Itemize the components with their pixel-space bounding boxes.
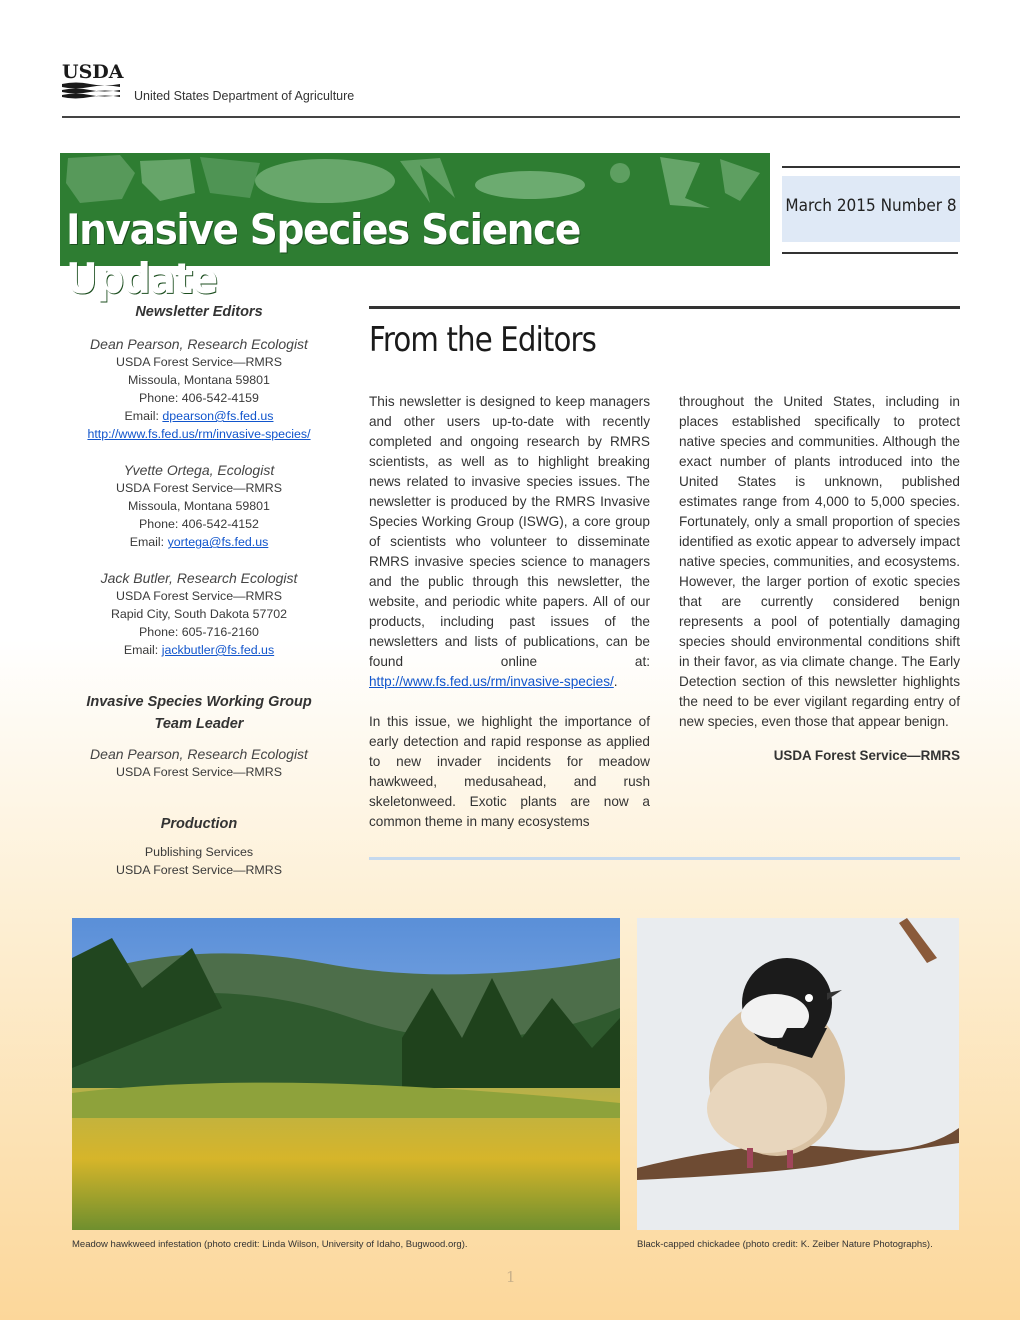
editors-heading: Newsletter Editors: [135, 304, 263, 320]
email-label: Email:: [123, 643, 162, 657]
issue-label: March 2015 Number 8: [785, 196, 957, 216]
article-title: From the Editors: [369, 320, 597, 360]
production-line: USDA Forest Service—RMRS: [116, 863, 282, 877]
editor-phone: Phone: 406-542-4152: [139, 517, 259, 531]
production-heading: Production: [160, 816, 238, 832]
editor-org: USDA Forest Service—RMRS: [116, 589, 282, 603]
meadow-hawkweed-photo: [72, 918, 620, 1230]
article-top-rule: [369, 306, 960, 309]
email-label: Email:: [129, 535, 168, 549]
editor-name: Dean Pearson, Research Ecologist: [90, 336, 308, 352]
editor-email-line: [62, 533, 336, 551]
newsletter-banner: [60, 153, 770, 303]
issue-box-top-rule: [782, 166, 960, 168]
website-link[interactable]: http://www.fs.fed.us/rm/invasive-species/: [87, 427, 311, 441]
editor-email-line: [62, 641, 336, 659]
photo-caption: Meadow hawkweed infestation (photo credit: Linda Wilson, University of Idaho, Bugwood.org).: [72, 1239, 468, 1250]
editor-city: Rapid City, South Dakota 57702: [110, 607, 288, 621]
editor-name: Yvette Ortega, Ecologist: [123, 462, 275, 478]
editor-email-line: [62, 407, 336, 425]
team-leader-name: Dean Pearson, Research Ecologist: [90, 746, 308, 762]
article-column-2: [679, 392, 960, 766]
chickadee-photo: [637, 918, 959, 1230]
editor-phone: Phone: 605-716-2160: [139, 625, 259, 639]
editor-city: Missoula, Montana 59801: [128, 499, 270, 513]
team-leader-heading: Team Leader: [154, 716, 244, 732]
editor-name: Jack Butler, Research Ecologist: [100, 570, 298, 586]
working-group-heading: Invasive Species Working Group: [86, 694, 312, 710]
paragraph-text: This newsletter is designed to keep managers and other users up-to-date with recently completed and ongoing research by RMRS scientists, as well as to highlight breaking news related to invasive species issues. The newsletter is produced by the RMRS Invasive Species Working Group (ISWG), a core group of scientists who volunteer to disseminate RMRS invasive species science to managers and the public through this newsletter, the website, and periodic white papers. All of our products, including past issues of the newsletters and lists of publications, can be found online at:: [369, 394, 650, 669]
sidebar: [62, 303, 336, 879]
article-column-1: [369, 392, 650, 832]
editor-email-link[interactable]: jackbutler@fs.fed.us: [161, 643, 275, 657]
paragraph-end: .: [613, 674, 618, 689]
editor-email-link[interactable]: dpearson@fs.fed.us: [162, 409, 274, 423]
photo-caption: Black-capped chickadee (photo credit: K. Zeiber Nature Photographs).: [637, 1239, 933, 1250]
paragraph-text-continued: throughout the United States, including in places established specifically to protect native species and communities. Although the exact number of plants introduced into the United States is unknown, published estimates range from 4,000 to 5,000 species. Fortunately, only a small proportion of species identified as exotic appear to adversely impact native species, communities, and ecosystems. However, the larger portion of exotic species that are currently considered benign represents a pool of potentially damaging species should environmental conditions shift in their favor, as via climate change. The Early Detection section of this newsletter highlights the need to be ever vigilant regarding entry of new species, even those that appear benign.: [679, 394, 960, 729]
issue-box-bottom-rule: [782, 252, 958, 254]
editor-phone: Phone: 406-542-4159: [139, 391, 259, 405]
usda-logo-text: USDA: [62, 61, 124, 83]
production-line: Publishing Services: [144, 845, 254, 859]
article-paragraph-2-continued: [679, 392, 960, 732]
invasive-species-link[interactable]: http://www.fs.fed.us/rm/invasive-species/: [369, 674, 614, 689]
article-signature: USDA Forest Service—RMRS: [773, 748, 960, 763]
banner-title: Invasive Species Science Update: [66, 205, 580, 303]
usda-logo: [62, 60, 124, 100]
page-number: 1: [506, 1268, 516, 1286]
article-bottom-rule: [369, 857, 960, 860]
editor-email-link[interactable]: yortega@fs.fed.us: [167, 535, 269, 549]
article-paragraph-1: [369, 392, 650, 692]
header-divider: [62, 116, 960, 118]
article-paragraph-2: [369, 712, 650, 832]
team-leader-org: USDA Forest Service—RMRS: [116, 765, 282, 779]
email-label: Email:: [124, 409, 163, 423]
editor-org: USDA Forest Service—RMRS: [116, 355, 282, 369]
department-name: United States Department of Agriculture: [134, 89, 355, 103]
editor-city: Missoula, Montana 59801: [128, 373, 270, 387]
paragraph-text: In this issue, we highlight the importance of early detection and rapid response as applied to new invader incidents for meadow hawkweed, medusahead, and rush skeletonweed. Exotic plants are now a common theme in many ecosystems: [369, 714, 650, 829]
editor-org: USDA Forest Service—RMRS: [116, 481, 282, 495]
